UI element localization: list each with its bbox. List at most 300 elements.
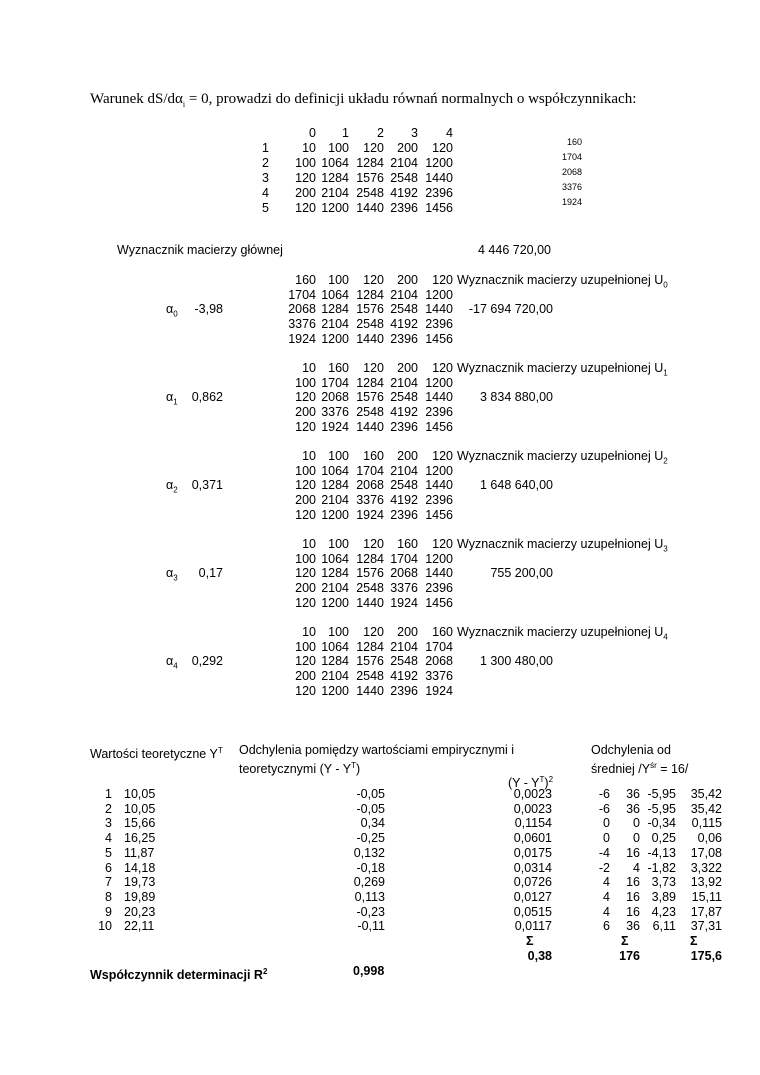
augmented-cell: 100: [295, 463, 316, 478]
mean-deviation-theoretical: -4,13: [647, 845, 676, 860]
augmented-cell: 2548: [390, 654, 418, 669]
alpha-coefficient: 0,292: [191, 654, 223, 669]
matrix-col-header: 3: [411, 126, 418, 140]
deviation-value: -0,05: [356, 801, 385, 816]
deviation-value: 0,34: [360, 816, 385, 831]
augmented-det-label: Wyznacznik macierzy uzupełnionej $U_4$: [457, 625, 668, 642]
header-mean-dev-line1: Odchylenia od: [591, 743, 671, 757]
augmented-cell: 1704: [390, 551, 418, 566]
augmented-row: [0, 493, 760, 508]
augmented-row: [0, 508, 760, 523]
matrix-rhs-value: 160: [566, 137, 582, 147]
augmented-cell: 100: [295, 639, 316, 654]
augmented-cell: 120: [295, 683, 316, 698]
matrix-row-index: 3: [262, 171, 269, 185]
row-number: 5: [105, 845, 112, 860]
augmented-cell: 2548: [390, 302, 418, 317]
augmented-cell: 2104: [390, 287, 418, 302]
augmented-cell: 1200: [425, 287, 453, 302]
augmented-row: [0, 478, 760, 493]
row-number: 10: [98, 919, 112, 934]
matrix-cell: 100: [295, 156, 316, 170]
matrix-row: [0, 152, 760, 171]
mean-deviation-theoretical-squared: 3,322: [690, 860, 722, 875]
augmented-cell: 2068: [425, 654, 453, 669]
row-number: 8: [105, 889, 112, 904]
augmented-cell: 2548: [356, 317, 384, 332]
augmented-cell: 120: [363, 625, 384, 639]
augmented-cell: 160: [328, 361, 349, 375]
mean-deviation-theoretical-squared: 13,92: [690, 875, 722, 890]
augmented-cell: 2548: [390, 478, 418, 493]
theoretical-value: 19,73: [124, 875, 156, 890]
matrix-rhs-value: 2068: [561, 167, 582, 177]
augmented-cell: 2548: [356, 669, 384, 684]
augmented-cell: 2396: [390, 683, 418, 698]
matrix-column-headers: [0, 126, 760, 141]
augmented-row: [0, 669, 760, 684]
squared-deviation: 0,0175: [513, 845, 552, 860]
r2-value: 0,998: [353, 964, 385, 978]
augmented-cell: 10: [302, 537, 316, 551]
augmented-cell: 1200: [425, 375, 453, 390]
matrix-cell: 1284: [356, 156, 384, 170]
augmented-cell: 1924: [356, 507, 384, 522]
matrix-rhs-value: 3376: [561, 182, 582, 192]
augmented-cell: 1064: [321, 287, 349, 302]
augmented-row: [0, 654, 760, 669]
augmented-cell: 2104: [390, 639, 418, 654]
mean-deviation-theoretical-squared: 15,11: [691, 889, 722, 904]
mean-deviation: -6: [598, 801, 610, 816]
augmented-row: [0, 390, 760, 405]
augmented-cell: 1200: [425, 551, 453, 566]
page-heading: Warunek $dS/d\alpha_i = 0$, prowadzi do definicji układu równań normalnych o współczynnikach:: [90, 91, 637, 109]
augmented-cell: 100: [328, 537, 349, 551]
augmented-cell: 4192: [390, 317, 418, 332]
mean-deviation-theoretical: 3,89: [651, 889, 676, 904]
mean-deviation-squared: 36: [626, 919, 640, 934]
deviation-value: -0,25: [356, 831, 385, 846]
mean-deviation-theoretical-squared: 0,06: [697, 831, 722, 846]
theoretical-value: 10,05: [124, 801, 156, 816]
augmented-cell: 200: [295, 581, 316, 596]
augmented-cell: 200: [397, 273, 418, 287]
augmented-cell: 200: [295, 669, 316, 684]
augmented-cell: 1440: [356, 331, 384, 346]
matrix-row-index: 2: [262, 156, 269, 170]
matrix-cell: 2548: [390, 171, 418, 185]
augmented-row: [0, 332, 760, 347]
augmented-row: [0, 581, 760, 596]
table-row: [0, 787, 760, 802]
augmented-row: [0, 405, 760, 420]
matrix-cell: 2548: [356, 186, 384, 200]
matrix-cell: 1440: [425, 171, 453, 185]
augmented-cell: 1576: [356, 302, 384, 317]
augmented-cell: 2068: [356, 478, 384, 493]
matrix-row-index: 1: [262, 141, 269, 155]
mean-deviation-theoretical-squared: 35,42: [690, 787, 722, 801]
row-number: 7: [105, 875, 112, 890]
augmented-cell: 1064: [321, 463, 349, 478]
matrix-cell: 120: [363, 141, 384, 155]
augmented-cell: 1456: [425, 331, 453, 346]
mean-deviation: 4: [603, 904, 610, 919]
mean-deviation-theoretical: -5,95: [647, 801, 676, 816]
augmented-cell: 2396: [425, 493, 453, 508]
mean-deviation-squared: 36: [626, 787, 640, 801]
augmented-cell: 3376: [425, 669, 453, 684]
matrix-row: [0, 197, 760, 216]
theoretical-value: 11,87: [124, 845, 155, 860]
augmented-cell: 3376: [356, 493, 384, 508]
deviation-value: -0,18: [356, 860, 385, 875]
matrix-rhs-value: 1924: [561, 197, 582, 207]
augmented-cell: 1440: [356, 595, 384, 610]
mean-deviation-squared: 16: [626, 904, 640, 919]
augmented-cell: 10: [302, 449, 316, 463]
mean-deviation: -2: [598, 860, 610, 875]
theoretical-value: 16,25: [124, 831, 156, 846]
matrix-cell: 2396: [425, 186, 453, 200]
matrix-cell: 2104: [390, 156, 418, 170]
header-mean-dev-line2: średniej $/Y^{śr} = 16/$: [591, 761, 689, 777]
augmented-det-value: 1 300 480,00: [480, 654, 553, 669]
augmented-cell: 1704: [356, 463, 384, 478]
matrix-cell: 1200: [321, 201, 349, 215]
squared-deviation: 0,0515: [513, 904, 552, 919]
mean-deviation-theoretical-squared: 17,87: [690, 904, 722, 919]
augmented-cell: 1456: [425, 507, 453, 522]
deviation-value: -0,11: [357, 919, 385, 934]
matrix-row-index: 4: [262, 186, 269, 200]
augmented-det-label: Wyznacznik macierzy uzupełnionej $U_3$: [457, 537, 668, 554]
alpha-coefficient: 0,862: [191, 390, 223, 405]
mean-deviation-squared: 16: [626, 889, 640, 904]
augmented-cell: 1440: [425, 566, 453, 581]
augmented-det-label: Wyznacznik macierzy uzupełnionej $U_0$: [457, 273, 668, 290]
augmented-cell: 120: [295, 654, 316, 669]
mean-deviation: 0: [603, 816, 610, 831]
matrix-col-header: 0: [309, 126, 316, 140]
theoretical-value: 15,66: [124, 816, 156, 831]
main-determinant-value: 4 446 720,00: [478, 243, 551, 257]
augmented-cell: 1440: [356, 419, 384, 434]
squared-deviation: 0,0314: [513, 860, 552, 875]
matrix-col-header: 4: [446, 126, 453, 140]
augmented-cell: 200: [397, 449, 418, 463]
mean-deviation: -6: [598, 787, 610, 801]
alpha-coefficient: 0,371: [191, 478, 223, 493]
augmented-cell: 1284: [356, 375, 384, 390]
augmented-cell: 2548: [390, 390, 418, 405]
augmented-row: [0, 420, 760, 435]
matrix-cell: 120: [295, 171, 316, 185]
mean-deviation-theoretical-squared: 37,31: [690, 919, 722, 934]
mean-deviation: -4: [598, 845, 610, 860]
mean-deviation-theoretical: -1,82: [647, 860, 676, 875]
augmented-cell: 1284: [321, 654, 349, 669]
augmented-cell: 1064: [321, 639, 349, 654]
matrix-row-index: 5: [262, 201, 269, 215]
augmented-cell: 2068: [288, 302, 316, 317]
augmented-cell: 4192: [390, 405, 418, 420]
table-row: [0, 905, 760, 920]
augmented-row: [0, 302, 760, 317]
table-row: [0, 875, 760, 890]
augmented-cell: 120: [363, 361, 384, 375]
augmented-cell: 1440: [425, 478, 453, 493]
augmented-cell: 1284: [356, 639, 384, 654]
augmented-cell: 120: [363, 537, 384, 551]
deviation-value: -0,23: [356, 904, 385, 919]
augmented-cell: 2396: [390, 419, 418, 434]
augmented-cell: 2068: [321, 390, 349, 405]
mean-deviation-theoretical-squared: 0,115: [691, 816, 722, 831]
alpha-label: $\alpha_3$: [166, 566, 178, 583]
matrix-cell: 1284: [321, 171, 349, 185]
theoretical-value: 22,11: [124, 919, 155, 934]
row-number: 2: [105, 801, 112, 816]
table-row: [0, 919, 760, 934]
matrix-cell: 2396: [390, 201, 418, 215]
augmented-cell: 3376: [288, 317, 316, 332]
augmented-det-value: 3 834 880,00: [480, 390, 553, 405]
augmented-cell: 120: [295, 595, 316, 610]
augmented-cell: 1284: [356, 287, 384, 302]
sum-squared: 0,38: [527, 949, 552, 963]
alpha-coefficient: -3,98: [194, 302, 223, 317]
augmented-cell: 1284: [321, 302, 349, 317]
augmented-cell: 3376: [390, 581, 418, 596]
augmented-cell: 100: [328, 625, 349, 639]
matrix-cell: 200: [397, 141, 418, 155]
augmented-cell: 2548: [356, 581, 384, 596]
mean-deviation-squared: 16: [626, 875, 640, 890]
augmented-cell: 1440: [356, 683, 384, 698]
matrix-row: [0, 137, 760, 156]
squared-deviation: 0,1154: [514, 816, 552, 831]
augmented-cell: 2104: [321, 669, 349, 684]
augmented-cell: 1284: [321, 478, 349, 493]
row-number: 9: [105, 904, 112, 919]
mean-deviation-squared: 36: [626, 801, 640, 816]
matrix-cell: 200: [295, 186, 316, 200]
augmented-cell: 1576: [356, 390, 384, 405]
table-row: [0, 890, 760, 905]
augmented-cell: 2396: [425, 581, 453, 596]
augmented-cell: 120: [432, 537, 453, 551]
augmented-cell: 120: [295, 419, 316, 434]
header-theoretical: Wartości teoretyczne $Y^T$: [90, 746, 223, 762]
augmented-cell: 200: [397, 625, 418, 639]
row-number: 4: [105, 831, 112, 846]
main-determinant-label: Wyznacznik macierzy głównej: [117, 243, 283, 257]
augmented-cell: 1064: [321, 551, 349, 566]
augmented-cell: 1200: [321, 507, 349, 522]
table-row: [0, 802, 760, 817]
mean-deviation: 4: [603, 889, 610, 904]
augmented-det-value: -17 694 720,00: [468, 302, 553, 317]
augmented-cell: 1924: [390, 595, 418, 610]
augmented-cell: 120: [432, 273, 453, 287]
alpha-coefficient: 0,17: [198, 566, 223, 581]
augmented-cell: 100: [328, 449, 349, 463]
sum-e2: 175,6: [690, 949, 722, 963]
squared-deviation: 0,0023: [513, 801, 552, 816]
header-deviation-line2: teoretycznymi $(Y - Y^T)$: [239, 761, 361, 777]
deviation-value: -0,05: [356, 787, 385, 801]
matrix-cell: 1456: [425, 201, 453, 215]
mean-deviation-squared: 4: [633, 860, 640, 875]
augmented-cell: 4192: [390, 493, 418, 508]
sum-d2: 176: [619, 949, 640, 963]
matrix-rhs-value: 1704: [561, 152, 582, 162]
augmented-cell: 3376: [321, 405, 349, 420]
augmented-cell: 120: [295, 566, 316, 581]
mean-deviation-theoretical-squared: 35,42: [690, 801, 722, 816]
augmented-cell: 200: [295, 493, 316, 508]
table-row: [0, 846, 760, 861]
r2-label: Współczynnik determinacji $R^2$: [90, 967, 268, 983]
augmented-cell: 2104: [390, 375, 418, 390]
augmented-cell: 1456: [425, 419, 453, 434]
row-number: 6: [105, 860, 112, 875]
augmented-cell: 1284: [356, 551, 384, 566]
matrix-cell: 1440: [356, 201, 384, 215]
mean-deviation-theoretical: -0,34: [647, 816, 676, 831]
augmented-cell: 1704: [288, 287, 316, 302]
deviation-value: 0,113: [354, 889, 385, 904]
augmented-cell: 2396: [425, 317, 453, 332]
matrix-cell: 1064: [321, 156, 349, 170]
sigma-squared: Σ: [526, 934, 534, 948]
squared-deviation: 0,0117: [514, 919, 552, 934]
mean-deviation: 4: [603, 875, 610, 890]
matrix-cell: 120: [295, 201, 316, 215]
matrix-cell: 10: [302, 141, 316, 155]
row-number: 1: [105, 787, 112, 801]
theoretical-value: 10,05: [124, 787, 156, 801]
augmented-cell: 1440: [425, 302, 453, 317]
augmented-cell: 120: [295, 478, 316, 493]
augmented-row: [0, 596, 760, 611]
mean-deviation: 6: [603, 919, 610, 934]
matrix-cell: 4192: [390, 186, 418, 200]
augmented-cell: 1704: [321, 375, 349, 390]
augmented-cell: 2104: [390, 463, 418, 478]
alpha-label: $\alpha_4$: [166, 654, 178, 671]
augmented-det-label: Wyznacznik macierzy uzupełnionej $U_2$: [457, 449, 668, 466]
theoretical-value: 19,89: [124, 889, 156, 904]
augmented-cell: 100: [295, 551, 316, 566]
augmented-cell: 10: [302, 625, 316, 639]
mean-deviation-theoretical: 6,11: [652, 919, 676, 934]
theoretical-value: 14,18: [124, 860, 156, 875]
augmented-cell: 120: [295, 390, 316, 405]
mean-deviation-squared: 0: [633, 816, 640, 831]
augmented-cell: 1200: [321, 331, 349, 346]
matrix-col-header: 1: [342, 126, 349, 140]
alpha-label: $\alpha_1$: [166, 390, 178, 407]
augmented-row: [0, 684, 760, 699]
mean-deviation-theoretical-squared: 17,08: [690, 845, 722, 860]
augmented-cell: 120: [295, 507, 316, 522]
augmented-det-label: Wyznacznik macierzy uzupełnionej $U_1$: [457, 361, 668, 378]
augmented-cell: 1924: [288, 331, 316, 346]
deviation-value: 0,132: [353, 845, 385, 860]
matrix-row: [0, 182, 760, 201]
augmented-cell: 120: [363, 273, 384, 287]
augmented-cell: 1440: [425, 390, 453, 405]
alpha-label: $\alpha_0$: [166, 302, 178, 319]
augmented-cell: 1704: [425, 639, 453, 654]
squared-deviation: 0,0726: [513, 875, 552, 890]
mean-deviation-squared: 0: [633, 831, 640, 846]
augmented-cell: 4192: [390, 669, 418, 684]
header-deviation-line1: Odchylenia pomiędzy wartościami empirycznymi i: [239, 743, 515, 757]
mean-deviation-squared: 16: [626, 845, 640, 860]
table-row: [0, 861, 760, 876]
augmented-cell: 160: [363, 449, 384, 463]
augmented-det-value: 755 200,00: [490, 566, 553, 581]
matrix-cell: 100: [328, 141, 349, 155]
mean-deviation-theoretical: -5,95: [647, 787, 676, 801]
augmented-cell: 2104: [321, 581, 349, 596]
mean-deviation-theoretical: 3,73: [651, 875, 676, 890]
augmented-cell: 160: [432, 625, 453, 639]
augmented-cell: 2396: [390, 507, 418, 522]
theoretical-value: 20,23: [124, 904, 156, 919]
matrix-cell: 120: [432, 141, 453, 155]
table-row: [0, 831, 760, 846]
sigma-d2: Σ: [621, 934, 629, 948]
alpha-label: $\alpha_2$: [166, 478, 178, 495]
augmented-cell: 200: [295, 405, 316, 420]
mean-deviation: 0: [603, 831, 610, 846]
augmented-cell: 200: [397, 361, 418, 375]
augmented-cell: 1456: [425, 595, 453, 610]
matrix-cell: 1200: [425, 156, 453, 170]
augmented-cell: 1576: [356, 566, 384, 581]
augmented-cell: 2396: [425, 405, 453, 420]
augmented-cell: 160: [295, 273, 316, 287]
augmented-cell: 120: [432, 449, 453, 463]
matrix-cell: 2104: [321, 186, 349, 200]
augmented-det-value: 1 648 640,00: [480, 478, 553, 493]
squared-deviation: 0,0023: [513, 787, 552, 801]
augmented-cell: 100: [328, 273, 349, 287]
augmented-cell: 2396: [390, 331, 418, 346]
augmented-cell: 1200: [321, 683, 349, 698]
squared-deviation: 0,0127: [513, 889, 552, 904]
augmented-cell: 1200: [321, 595, 349, 610]
deviation-value: 0,269: [353, 875, 385, 890]
augmented-cell: 10: [302, 361, 316, 375]
sigma-e2: Σ: [690, 934, 698, 948]
augmented-cell: 1576: [356, 654, 384, 669]
augmented-cell: 1284: [321, 566, 349, 581]
squared-deviation: 0,0601: [513, 831, 552, 846]
augmented-cell: 1924: [425, 683, 453, 698]
matrix-row: [0, 167, 760, 186]
matrix-col-header: 2: [377, 126, 384, 140]
augmented-row: [0, 566, 760, 581]
augmented-cell: 160: [397, 537, 418, 551]
augmented-cell: 1200: [425, 463, 453, 478]
matrix-cell: 1576: [356, 171, 384, 185]
